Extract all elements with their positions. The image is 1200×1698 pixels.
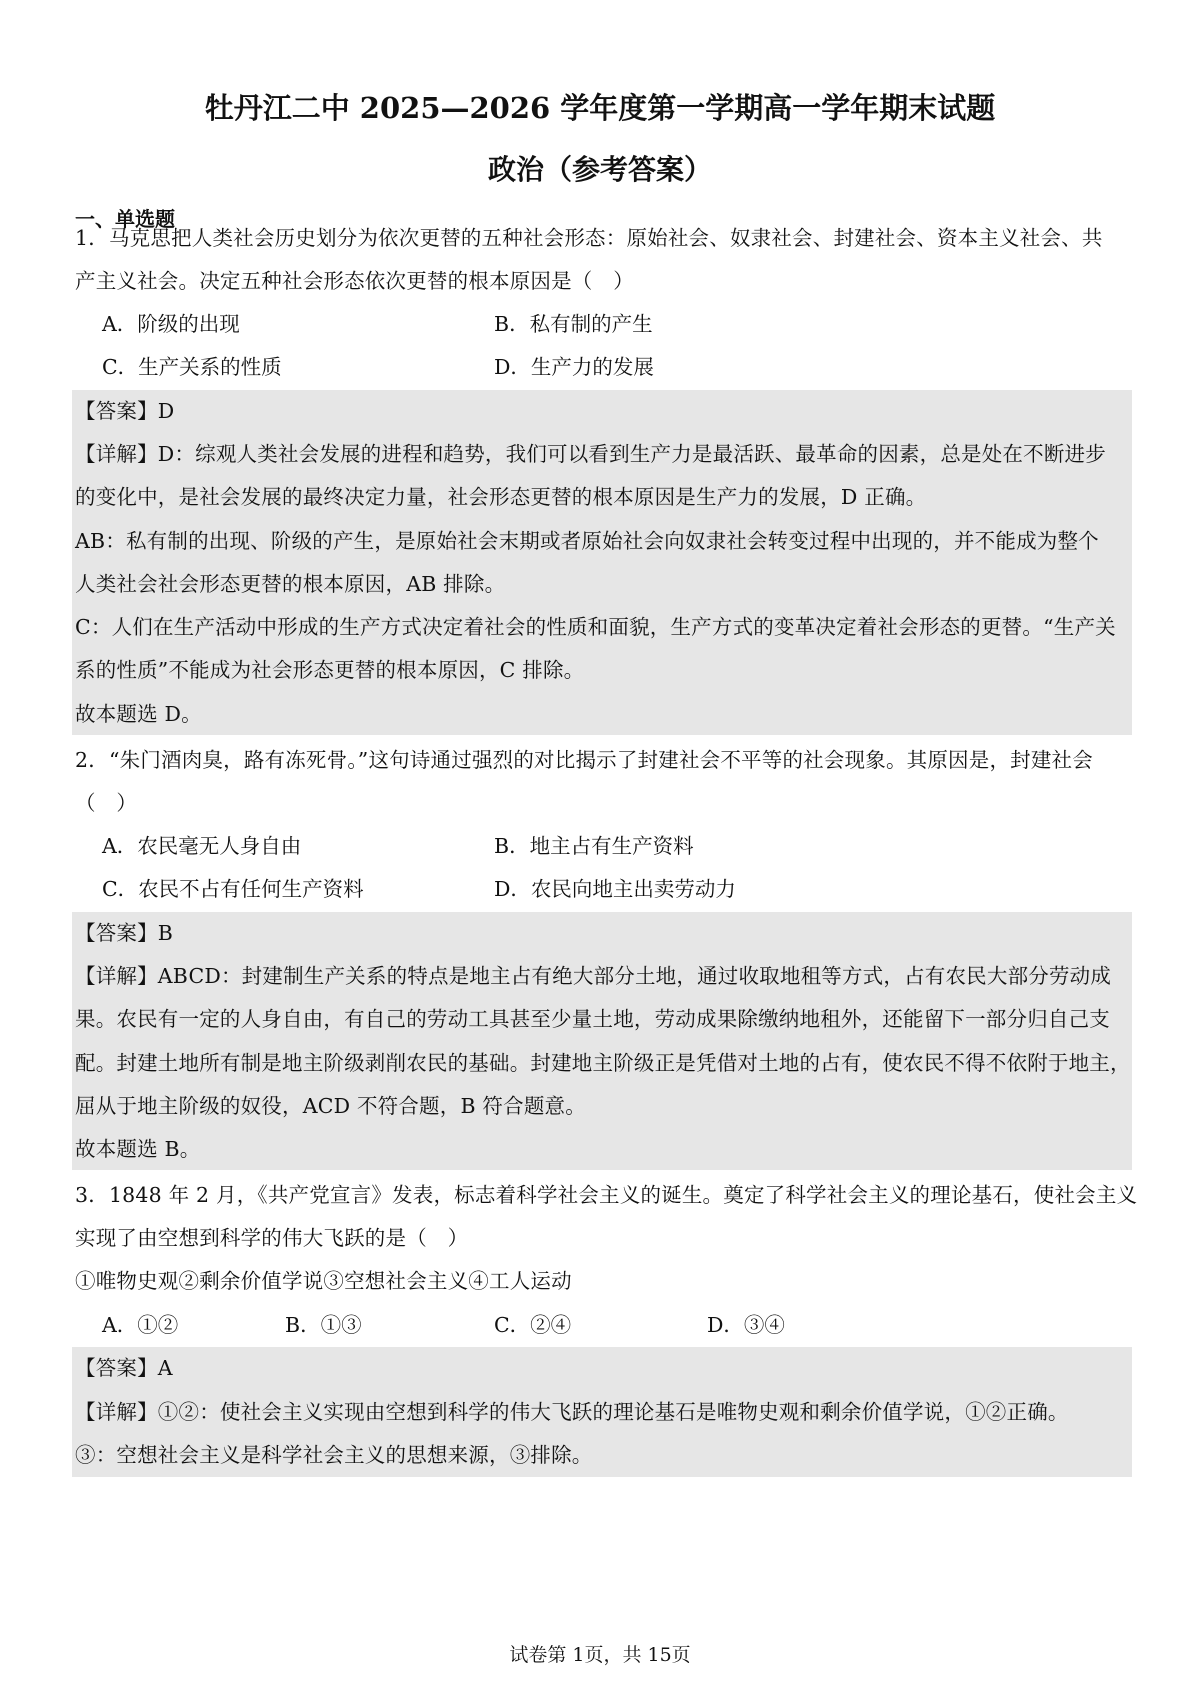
q1-detail-line-3: AB：私有制的出现、阶级的产生，是原始社会末期或者原始社会向奴隶社会转变过程中出现的，并不能成为整个	[75, 529, 1099, 553]
q2-detail-line-5: 故本题选 B。	[75, 1137, 201, 1161]
q3-stem-line-1: 3．1848 年 2 月，《共产党宣言》发表，标志着科学社会主义的诞生。奠定了科学社会主义的理论基石，使社会主义	[75, 1183, 1138, 1207]
q1-detail-line-4: 人类社会社会形态更替的根本原因，AB 排除。	[75, 572, 506, 596]
q2-answer-block	[72, 912, 1132, 1170]
q2-detail-line-1: 【详解】ABCD：封建制生产关系的特点是地主占有绝大部分土地，通过收取地租等方式，占有农民大部分劳动成	[75, 964, 1112, 988]
q2-detail-line-2: 果。农民有一定的人身自由，有自己的劳动工具甚至少量土地，劳动成果除缴纳地租外，还能留下一部分归自己支	[75, 1007, 1110, 1031]
q1-stem-line-2: 产主义社会。决定五种社会形态依次更替的根本原因是（ ）	[75, 269, 634, 293]
q3-option-a: A．①②	[102, 1313, 179, 1337]
q1-option-a: A．阶级的出现	[102, 312, 240, 336]
q1-detail-line-6: 系的性质”不能成为社会形态更替的根本原因，C 排除。	[75, 658, 585, 682]
q3-items: ①唯物史观②剩余价值学说③空想社会主义④工人运动	[75, 1269, 572, 1293]
q3-detail-line-1: 【详解】①②：使社会主义实现由空想到科学的伟大飞跃的理论基石是唯物史观和剩余价值学说，①②正确。	[75, 1400, 1069, 1424]
q1-stem-line-1: 1．马克思把人类社会历史划分为依次更替的五种社会形态：原始社会、奴隶社会、封建社会、资本主义社会、共	[75, 226, 1103, 250]
q2-answer: 【答案】B	[75, 921, 174, 945]
q1-detail-line-7: 故本题选 D。	[75, 702, 202, 726]
q3-answer: 【答案】A	[75, 1356, 173, 1380]
q1-option-b: B．私有制的产生	[494, 312, 653, 336]
exam-title: 牡丹江二中 2025—2026 学年度第一学期高一学年期末试题	[204, 91, 996, 125]
q1-detail-line-2: 的变化中，是社会发展的最终决定力量，社会形态更替的根本原因是生产力的发展，D 正确。	[75, 485, 927, 509]
q3-detail-line-2: ③：空想社会主义是科学社会主义的思想来源，③排除。	[75, 1443, 593, 1467]
q2-detail-line-3: 配。封建土地所有制是地主阶级剥削农民的基础。封建地主阶级正是凭借对土地的占有，使农民不得不依附于地主，	[75, 1051, 1131, 1075]
q2-detail-line-4: 屈从于地主阶级的奴役，ACD 不符合题，B 符合题意。	[75, 1094, 586, 1118]
q2-option-d: D．农民向地主出卖劳动力	[494, 877, 736, 901]
q2-option-b: B．地主占有生产资料	[494, 834, 694, 858]
q2-option-c: C．农民不占有任何生产资料	[102, 877, 364, 901]
q2-option-a: A．农民毫无人身自由	[102, 834, 302, 858]
q3-option-d: D．③④	[707, 1313, 785, 1337]
q1-option-c: C．生产关系的性质	[102, 355, 282, 379]
q1-answer: 【答案】D	[75, 399, 175, 423]
q2-stem-line-2: （ ）	[75, 791, 138, 815]
exam-subtitle: 政治（参考答案）	[487, 153, 712, 186]
q3-stem-line-2: 实现了由空想到科学的伟大飞跃的是（ ）	[75, 1226, 469, 1250]
q2-stem-line-1: 2．“朱门酒肉臭，路有冻死骨。”这句诗通过强烈的对比揭示了封建社会不平等的社会现象。其原因是，封建社会	[75, 748, 1093, 772]
q1-option-d: D．生产力的发展	[494, 355, 654, 379]
q1-detail-line-5: C：人们在生产活动中形成的生产方式决定着社会的性质和面貌，生产方式的变革决定着社会形态的更替。“生产关	[75, 615, 1116, 639]
section-heading: 一、单选题	[75, 207, 175, 231]
q3-option-b: B．①③	[285, 1313, 362, 1337]
q3-option-c: C．②④	[494, 1313, 572, 1337]
page-footer: 试卷第 1页，共 15页	[509, 1644, 691, 1666]
q1-detail-line-1: 【详解】D：综观人类社会发展的进程和趋势，我们可以看到生产力是最活跃、最革命的因素，总是处在不断进步	[75, 442, 1106, 466]
